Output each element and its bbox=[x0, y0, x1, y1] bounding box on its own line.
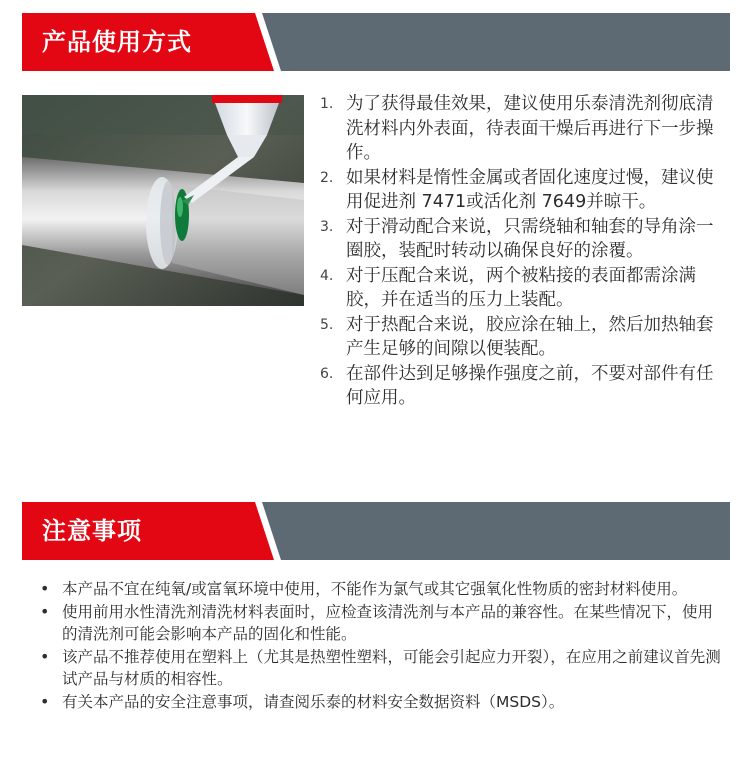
list-item bbox=[320, 264, 715, 313]
list-item bbox=[38, 646, 728, 691]
step-number: 2. bbox=[320, 169, 334, 186]
list-item bbox=[38, 578, 728, 601]
cautions-section-title: 注意事项 bbox=[42, 517, 142, 545]
list-item bbox=[38, 691, 728, 714]
step-text: 如果材料是惰性金属或者固化速度过慢，建议使用促进剂 7471或活化剂 7649并晾干。 bbox=[346, 167, 714, 212]
list-item bbox=[320, 313, 715, 362]
caution-text: 本产品不宜在纯氧/或富氧环境中使用，不能作为氯气或其它强氧化性物质的密封材料使用。 bbox=[62, 580, 688, 598]
step-text: 在部件达到足够操作强度之前，不要对部件有任何应用。 bbox=[346, 363, 714, 408]
bullet-icon: • bbox=[40, 579, 50, 598]
step-text: 对于压配合来说，两个被粘接的表面都需涂满胶，并在适当的压力上装配。 bbox=[346, 265, 696, 310]
step-text: 对于热配合来说，胶应涂在轴上，然后加热轴套产生足够的间隙以便装配。 bbox=[346, 314, 714, 359]
step-text: 为了获得最佳效果，建议使用乐泰清洗剂彻底清洗材料内外表面，待表面干燥后再进行下一步操作。 bbox=[346, 94, 714, 163]
step-number: 5. bbox=[320, 316, 334, 333]
caution-text: 使用前用水性清洗剂清洗材料表面时，应检查该清洗剂与本产品的兼容性。在某些情况下，使用的清洗剂可能会影响本产品的固化和性能。 bbox=[62, 602, 714, 643]
usage-steps-list bbox=[320, 92, 715, 411]
usage-section-header bbox=[22, 13, 730, 71]
list-item bbox=[320, 362, 715, 411]
list-item bbox=[320, 166, 715, 215]
cautions-section-header bbox=[22, 502, 730, 560]
bullet-icon: • bbox=[40, 691, 50, 711]
caution-text: 有关本产品的安全注意事项，请查阅乐泰的材料安全数据资料（MSDS）。 bbox=[62, 692, 565, 711]
usage-section-title: 产品使用方式 bbox=[42, 28, 192, 56]
list-item bbox=[320, 92, 715, 166]
step-number: 1. bbox=[320, 96, 334, 112]
step-number: 3. bbox=[320, 218, 334, 235]
bullet-icon: • bbox=[40, 646, 50, 666]
list-item bbox=[38, 601, 728, 646]
caution-text: 该产品不推荐使用在塑料上（尤其是热塑性塑料，可能会引起应力开裂），在应用之前建议首先测试产品与材质的相容性。 bbox=[62, 647, 721, 688]
application-photo bbox=[22, 95, 304, 306]
cautions-list bbox=[38, 578, 728, 713]
step-number: 6. bbox=[320, 365, 334, 382]
list-item bbox=[320, 215, 715, 264]
step-text: 对于滑动配合来说，只需绕轴和轴套的导角涂一圈胶，装配时转动以确保良好的涂覆。 bbox=[346, 216, 714, 261]
step-number: 4. bbox=[320, 267, 334, 284]
bullet-icon: • bbox=[40, 601, 50, 621]
